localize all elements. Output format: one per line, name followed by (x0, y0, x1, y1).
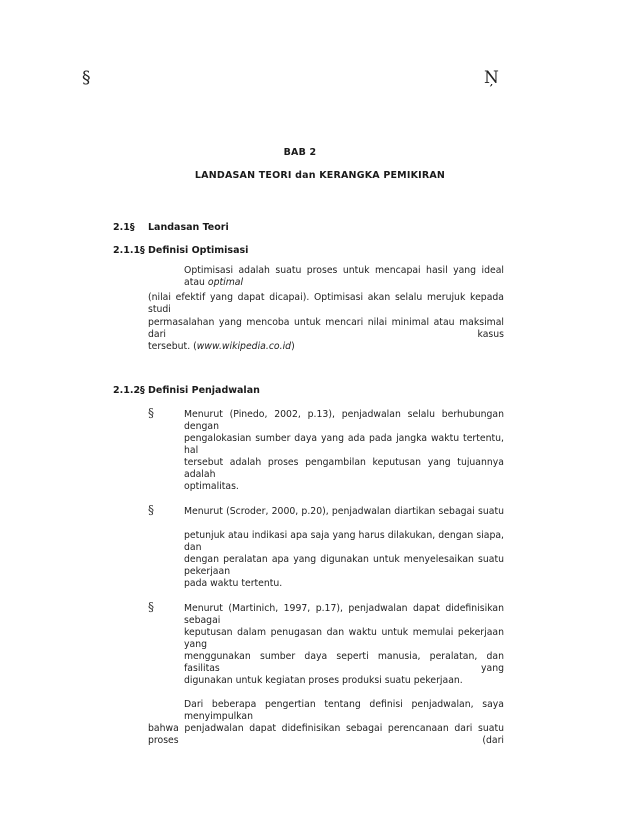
subsection-title: Definisi Optimisasi (148, 245, 249, 256)
section-number: 2.1§ (113, 222, 135, 233)
paragraph-line: Dari beberapa pengertian tentang definisi penjadwalan, saya menyimpulkan (184, 699, 504, 722)
subsection-number: 2.1.2§ (113, 385, 145, 396)
bullet-line: optimalitas. (184, 481, 239, 492)
bullet-line: digunakan untuk kegiatan proses produksi suatu pekerjaan. (184, 675, 463, 686)
corner-mark-right: Ņ (484, 68, 499, 88)
bullet-line: menggunakan sumber daya seperti manusia, peralatan, dan fasilitas yang (184, 651, 504, 674)
paragraph-line: permasalahan yang mencoba untuk mencari nilai minimal atau maksimal dari kasus (148, 317, 504, 340)
bullet-line: petunjuk atau indikasi apa saja yang harus dilakukan, dengan siapa, dan (184, 530, 504, 553)
paragraph-line: Optimisasi adalah suatu proses untuk mencapai hasil yang ideal atau optimal (184, 265, 504, 288)
bullet-line: pengalokasian sumber daya yang ada pada jangka waktu tertentu, hal (184, 433, 504, 456)
subsection-title: Definisi Penjadwalan (148, 385, 260, 396)
bullet-line: keputusan dalam penugasan dan waktu untuk memulai pekerjaan yang (184, 627, 504, 650)
bullet-line: pada waktu tertentu. (184, 578, 283, 589)
bullet-line: Menurut (Pinedo, 2002, p.13), penjadwalan selalu berhubungan dengan (184, 409, 504, 432)
citation: www.wikipedia.co.id (196, 341, 292, 352)
bullet-marker: § (148, 600, 154, 614)
paragraph-line: bahwa penjadwalan dapat didefinisikan sebagai perencanaan dari suatu proses (dari (148, 723, 504, 746)
bullet-marker: § (148, 503, 154, 517)
corner-mark-left: § (82, 68, 91, 88)
italic-term: optimal (207, 277, 244, 288)
paragraph-line: tersebut. (www.wikipedia.co.id) (148, 341, 295, 352)
bullet-line: tersebut adalah proses pengambilan keputusan yang tujuannya adalah (184, 457, 504, 480)
chapter-label: BAB 2 (283, 147, 317, 158)
bullet-marker: § (148, 406, 154, 420)
section-title: Landasan Teori (148, 222, 229, 233)
bullet-line: dengan peralatan apa yang digunakan untuk menyelesaikan suatu pekerjaan (184, 554, 504, 577)
chapter-title: LANDASAN TEORI dan KERANGKA PEMIKIRAN (194, 170, 446, 181)
subsection-number: 2.1.1§ (113, 245, 145, 256)
bullet-line: Menurut (Scroder, 2000, p.20), penjadwalan diartikan sebagai suatu (184, 506, 504, 517)
paragraph-line: (nilai efektif yang dapat dicapai). Optimisasi akan selalu merujuk kepada studi (148, 292, 504, 315)
bullet-line: Menurut (Martinich, 1997, p.17), penjadwalan dapat didefinisikan sebagai (184, 603, 504, 626)
